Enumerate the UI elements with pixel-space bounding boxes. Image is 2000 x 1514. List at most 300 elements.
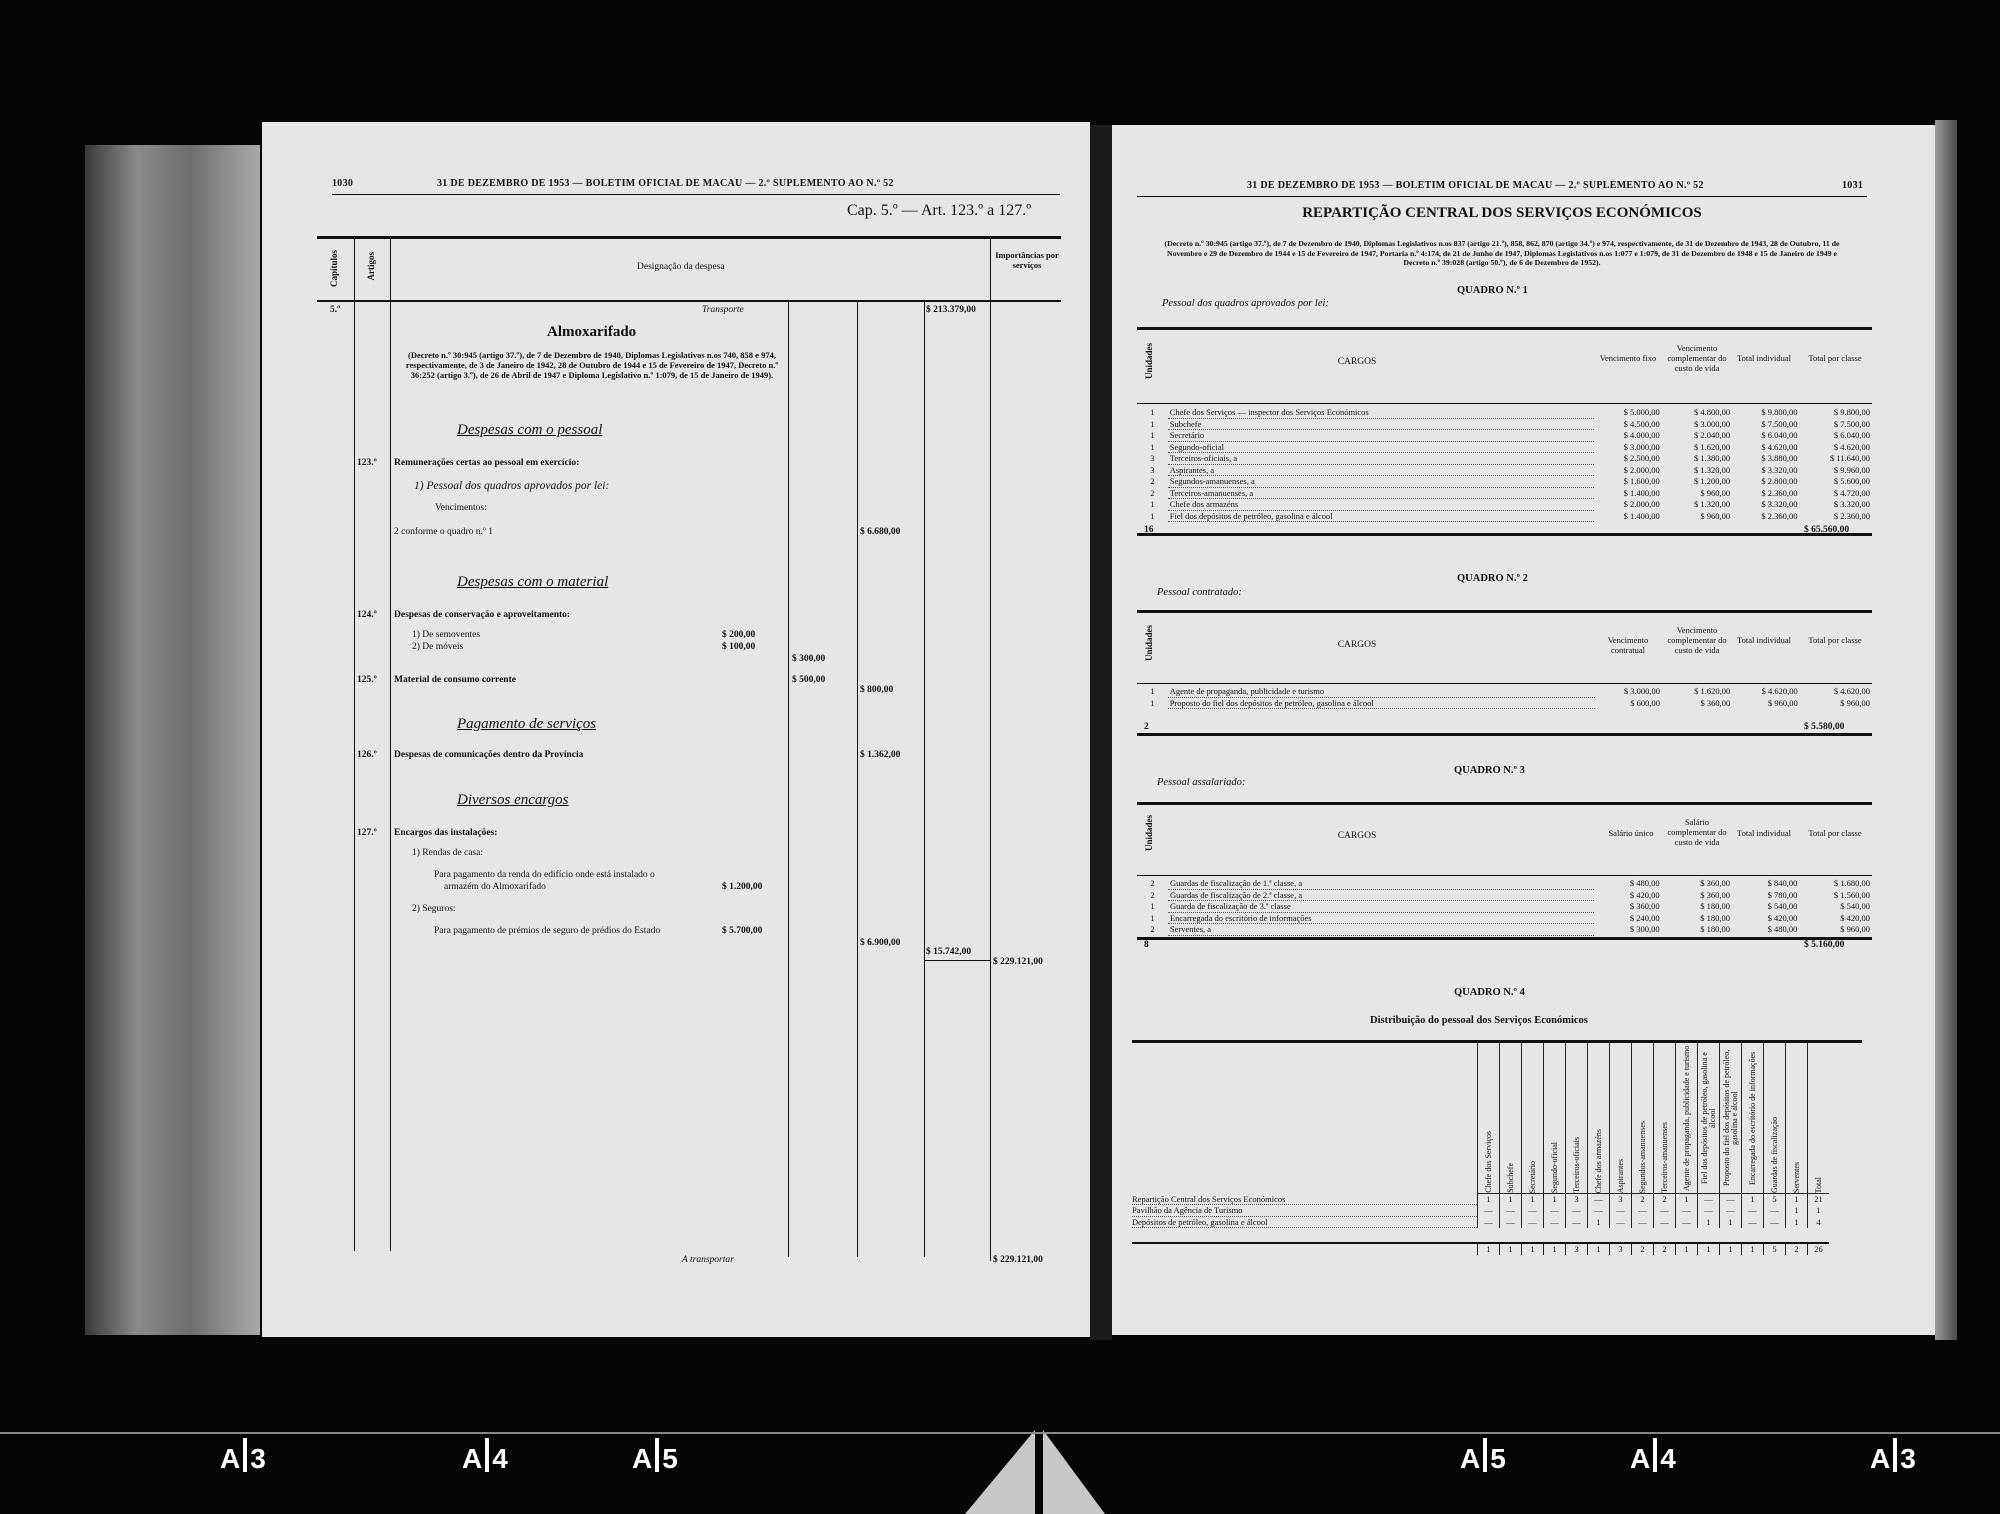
fold-triangle-decoration xyxy=(965,1430,1105,1514)
q4-col-label: Segundos-amanuenses xyxy=(1638,1120,1647,1193)
table-cell: — xyxy=(1698,1194,1720,1205)
table-cell: 2 xyxy=(1150,889,1155,900)
table-cell: $ 240,00 xyxy=(1629,912,1660,923)
section-total: $ 15.742,00 xyxy=(926,947,972,957)
table-cell: 1 xyxy=(1588,1216,1610,1228)
table-cell: $ 1.620,00 xyxy=(1694,686,1731,697)
table-cell: $ 2.000,00 xyxy=(1623,464,1660,475)
q2-h-fixo: Vencimento contratual xyxy=(1607,635,1649,655)
table-cell: 1 xyxy=(1150,430,1155,440)
heading-servicos: Pagamento de serviços xyxy=(457,716,597,732)
table-cell: 2 xyxy=(1654,1243,1676,1255)
table-cell: $ 4.500,00 xyxy=(1623,418,1660,429)
q1-h-compl: Vencimento complementar do custo de vida xyxy=(1667,343,1727,373)
table-cell: 2 xyxy=(1150,878,1155,889)
q3-h-ind: Total individual xyxy=(1737,828,1791,838)
table-row xyxy=(1137,889,1872,901)
quadro1-table xyxy=(1137,407,1872,522)
table-cell: 1 xyxy=(1150,686,1155,697)
q4-col-header xyxy=(1478,1043,1500,1194)
q4-col-label: Fiel dos depósitos de petróleo, gasolina e álcool xyxy=(1699,1052,1717,1184)
table-cell: $ 420,00 xyxy=(1629,889,1660,900)
art127-no: 127.º xyxy=(357,828,377,838)
table-cell: Secretário xyxy=(1168,430,1595,442)
table-cell: Aspirantes, a xyxy=(1168,464,1595,476)
totals-row xyxy=(1132,1243,1829,1255)
q2-top xyxy=(1137,610,1872,613)
art124-a-value: $ 200,00 xyxy=(722,630,756,640)
q4-col-label: Segundo-oficial xyxy=(1550,1141,1559,1193)
table-cell: 1 xyxy=(1698,1243,1720,1255)
table-cell: $ 180,00 xyxy=(1700,924,1730,934)
table-cell: $ 1.560,00 xyxy=(1833,889,1870,900)
q1-h-ind: Total individual xyxy=(1737,353,1791,363)
table-cell: 26 xyxy=(1808,1243,1830,1255)
table-cell: $ 3.000,00 xyxy=(1623,686,1660,697)
table-cell: $ 1.320,00 xyxy=(1693,499,1731,509)
table-cell: $ 960,00 xyxy=(1700,487,1731,498)
table-cell: — xyxy=(1698,1205,1720,1217)
table-cell: — xyxy=(1566,1205,1588,1217)
table-cell: 2 xyxy=(1632,1194,1654,1205)
table-cell: 3 xyxy=(1610,1243,1632,1255)
art127-sub1-value: $ 1.200,00 xyxy=(722,882,763,892)
col-designacao: Designação da despesa xyxy=(637,262,725,272)
table-cell: $ 360,00 xyxy=(1700,878,1730,889)
table-cell: Guardas de fiscalização de 1.ª classe, a xyxy=(1168,878,1594,889)
art127-sub2-text: Para pagamento de prémios de seguro de prédios do Estado xyxy=(434,926,661,936)
art124-total: $ 300,00 xyxy=(792,654,826,664)
table-cell: — xyxy=(1566,1216,1588,1228)
table-cell: — xyxy=(1544,1205,1566,1217)
art127-total: $ 6.900,00 xyxy=(860,938,901,948)
table-cell: $ 420,00 xyxy=(1767,912,1798,923)
art123-sub1: 1) Pessoal dos quadros aprovados por lei: xyxy=(414,480,610,492)
art127-sub1-text1: Para pagamento da renda do edifício onde está instalado o xyxy=(434,870,655,880)
art123-no: 123.º xyxy=(357,458,377,468)
right-page-number: 1031 xyxy=(1842,180,1864,191)
table-cell: 1 xyxy=(1500,1243,1522,1255)
table-cell: 2 xyxy=(1786,1243,1808,1255)
table-row xyxy=(1137,464,1872,476)
table-cell: 1 xyxy=(1150,441,1155,452)
table-cell: $ 4.620,00 xyxy=(1833,441,1870,452)
table-cell: — xyxy=(1544,1216,1566,1228)
table-cell: $ 4.620,00 xyxy=(1761,441,1798,452)
q4-col-header xyxy=(1500,1043,1522,1194)
left-decree-note: (Decreto n.º 30:945 (artigo 37.º), de 7 de Dezembro de 1940, Diplomas Legislativos n.os 740, 858 e 974, respectivamente, de 3 de Janeiro de 1942, 28 de Outubro de 1944 e 15 de Fevereiro de 1947, Decreto n.º 36:252 (artigo 3.º), de 26 de Abril de 1947 e Diploma Legislativo n.º 1:079, de 15 de Janeiro de 1949). xyxy=(405,350,779,380)
quadro3-caption: Pessoal assalariado: xyxy=(1157,777,1246,788)
table-cell: — xyxy=(1610,1216,1632,1228)
table-cell: Segundos-amanuenses, a xyxy=(1168,476,1595,488)
table-cell: — xyxy=(1500,1216,1522,1228)
left-page-number: 1030 xyxy=(332,178,354,189)
art123-value: $ 6.680,00 xyxy=(860,527,901,537)
q4-totals-label xyxy=(1132,1243,1478,1255)
q3-head xyxy=(1137,875,1872,876)
table-cell: 2 xyxy=(1150,924,1155,934)
quadro3-table xyxy=(1137,878,1872,936)
table-cell: $ 9.960,00 xyxy=(1833,464,1870,475)
table-cell: 1 xyxy=(1786,1205,1808,1217)
table-cell: $ 1.380,00 xyxy=(1693,453,1731,463)
table-cell: 4 xyxy=(1808,1216,1830,1228)
table-row xyxy=(1132,1205,1829,1217)
q3-bottom xyxy=(1137,937,1872,940)
table-cell: 1 xyxy=(1150,499,1155,509)
table-cell: 2 xyxy=(1632,1243,1654,1255)
q4-col-header xyxy=(1764,1043,1786,1194)
table-cell: — xyxy=(1500,1205,1522,1217)
art126-value: $ 1.362,00 xyxy=(860,750,901,760)
film-marker-a4-right: A 4 xyxy=(1630,1438,1676,1475)
table-cell: $ 2.360,00 xyxy=(1761,487,1798,498)
heading-material: Despesas com o material xyxy=(457,574,609,590)
table-row xyxy=(1137,697,1872,709)
table-cell: 3 xyxy=(1610,1194,1632,1205)
table-cell: Subchefe xyxy=(1168,418,1595,430)
table-cell: 3 xyxy=(1566,1243,1588,1255)
table-cell: Fiel dos depósitos de petróleo, gasolina e álcool xyxy=(1168,510,1595,522)
col-capitulos: Capítulos xyxy=(329,250,339,288)
q4-col-header xyxy=(1654,1043,1676,1194)
table-cell: 1 xyxy=(1742,1243,1764,1255)
table-cell: $ 2.800,00 xyxy=(1761,476,1798,486)
table-cell: 3 xyxy=(1150,453,1155,463)
table-cell: Chefe dos armazéns xyxy=(1168,499,1595,511)
q4-col-header xyxy=(1588,1043,1610,1194)
table-cell: $ 360,00 xyxy=(1700,697,1731,708)
q4-col-header xyxy=(1808,1043,1830,1194)
table-cell: $ 3.000,00 xyxy=(1693,418,1731,429)
heading-pessoal: Despesas com o pessoal xyxy=(457,422,603,438)
table-cell: $ 960,00 xyxy=(1840,697,1870,708)
a-transportar-label: A transportar xyxy=(682,1255,734,1265)
art123-text: Remunerações certas ao pessoal em exercício: xyxy=(394,458,580,468)
q4-col-label: Guardas de fiscalização xyxy=(1770,1117,1779,1193)
table-cell: $ 1.600,00 xyxy=(1623,476,1660,486)
quadro1-label: QUADRO N.º 1 xyxy=(1457,285,1528,296)
table-cell: 5 xyxy=(1764,1194,1786,1205)
left-page xyxy=(262,122,1090,1337)
table-cell: 21 xyxy=(1808,1194,1830,1205)
book-edge-right xyxy=(1935,120,1957,1340)
table-cell: $ 5.000,00 xyxy=(1623,407,1660,418)
table-cell: — xyxy=(1720,1205,1742,1217)
table-cell: $ 4.000,00 xyxy=(1623,430,1660,440)
table-row xyxy=(1132,1194,1829,1205)
q1-total-units: 16 xyxy=(1144,525,1154,535)
q4-col-header xyxy=(1632,1043,1654,1194)
table-cell: — xyxy=(1478,1205,1500,1217)
q4-col-header xyxy=(1544,1043,1566,1194)
table-header-rule xyxy=(317,300,1061,302)
table-cell: $ 9.800,00 xyxy=(1833,407,1870,418)
table-row xyxy=(1137,430,1872,442)
q4-row-label: Repartição Central dos Serviços Económicos xyxy=(1132,1194,1478,1205)
q1-head xyxy=(1137,403,1872,404)
art124-b: 2) De móveis xyxy=(412,642,464,652)
table-cell: Guarda de fiscalização de 3.ª classe xyxy=(1168,901,1594,913)
film-marker-a3-right: A 3 xyxy=(1870,1438,1916,1475)
q2-bottom xyxy=(1137,733,1872,736)
table-row xyxy=(1137,476,1872,488)
table-cell: 1 xyxy=(1676,1194,1698,1205)
art125-text: Material de consumo corrente xyxy=(394,675,516,685)
table-cell: $ 180,00 xyxy=(1700,912,1730,923)
table-cell: Encarregada do escritório de informações xyxy=(1168,912,1594,924)
table-cell: $ 1.400,00 xyxy=(1623,487,1660,498)
right-header-rule xyxy=(1137,196,1867,197)
q1-top xyxy=(1137,327,1872,330)
table-cell: $ 3.320,00 xyxy=(1833,499,1870,509)
q1-bottom xyxy=(1137,533,1872,536)
table-cell: $ 5.600,00 xyxy=(1833,476,1870,486)
table-row xyxy=(1137,418,1872,430)
table-cell: 1 xyxy=(1150,418,1155,429)
table-cell: 1 xyxy=(1478,1194,1500,1205)
table-cell: $ 7.500,00 xyxy=(1761,418,1798,429)
table-cell: $ 9.800,00 xyxy=(1761,407,1798,418)
art126-no: 126.º xyxy=(357,750,377,760)
art124-a: 1) De semoventes xyxy=(412,630,481,640)
table-cell: $ 4.720,00 xyxy=(1833,487,1870,498)
left-running-header: 31 DE DEZEMBRO DE 1953 — BOLETIM OFICIAL DE MACAU — 2.º SUPLEMENTO AO N.º 52 xyxy=(437,178,894,189)
table-cell: 1 xyxy=(1522,1243,1544,1255)
q4-col-header xyxy=(1522,1043,1544,1194)
q3-h-fixo: Salário único xyxy=(1608,828,1654,838)
table-cell: $ 840,00 xyxy=(1767,878,1798,889)
table-row xyxy=(1137,453,1872,465)
table-cell: $ 300,00 xyxy=(1629,924,1660,934)
header-rule xyxy=(332,194,1060,195)
table-cell: 1 xyxy=(1698,1216,1720,1228)
q4-col-label: Aspirantes xyxy=(1616,1158,1625,1193)
table-cell: $ 960,00 xyxy=(1768,697,1798,708)
q2-h-classe: Total por classe xyxy=(1808,635,1862,645)
quadro1-caption: Pessoal dos quadros aprovados por lei: xyxy=(1162,298,1329,309)
table-cell: — xyxy=(1522,1205,1544,1217)
q3-total-value: $ 5.160,00 xyxy=(1804,940,1845,950)
col-artigos: Artigos xyxy=(366,252,376,281)
table-cell: $ 180,00 xyxy=(1700,901,1730,911)
table-row xyxy=(1137,441,1872,453)
table-cell: Agente de propaganda, publicidade e turismo xyxy=(1168,686,1595,697)
art127-text: Encargos das instalações: xyxy=(394,828,498,838)
table-row xyxy=(1137,686,1872,697)
art124-no: 124.º xyxy=(357,610,377,620)
q4-corner xyxy=(1132,1043,1478,1194)
q4-col-header xyxy=(1698,1043,1720,1194)
q4-col-label: Chefe dos armazéns xyxy=(1594,1128,1603,1193)
table-cell: $ 1.680,00 xyxy=(1833,878,1870,889)
table-cell: — xyxy=(1764,1205,1786,1217)
art127-sub2: 2) Seguros: xyxy=(412,904,456,914)
quadro2-label: QUADRO N.º 2 xyxy=(1457,573,1528,584)
table-cell: $ 4.800,00 xyxy=(1693,407,1731,418)
table-cell: Guardas de fiscalização de 2.ª classe, a xyxy=(1168,889,1594,901)
table-row xyxy=(1137,924,1872,936)
table-cell: 1 xyxy=(1544,1243,1566,1255)
q1-total-value: $ 65.560,00 xyxy=(1804,525,1850,535)
art123-venc: Vencimentos: xyxy=(435,503,487,513)
table-cell: $ 11.640,00 xyxy=(1829,453,1870,463)
table-cell: 1 xyxy=(1786,1216,1808,1228)
table-cell: $ 2.500,00 xyxy=(1623,453,1660,463)
vline-cap xyxy=(354,236,355,1251)
table-cell: 1 xyxy=(1720,1243,1742,1255)
table-cell: — xyxy=(1588,1194,1610,1205)
table-cell: $ 360,00 xyxy=(1700,889,1730,900)
section-title: Almoxarifado xyxy=(547,324,637,340)
table-row xyxy=(1137,901,1872,913)
q3-top xyxy=(1137,802,1872,805)
table-cell: $ 4.620,00 xyxy=(1761,686,1798,697)
quadro4-table xyxy=(1132,1043,1829,1255)
table-cell: — xyxy=(1654,1205,1676,1217)
table-cell: — xyxy=(1764,1216,1786,1228)
table-cell: $ 1.400,00 xyxy=(1623,510,1660,521)
table-row xyxy=(1132,1216,1829,1228)
q1-unidades: Unidades xyxy=(1144,343,1154,380)
q4-row-label: Depósitos de petróleo, gasolina e álcool xyxy=(1132,1216,1478,1228)
table-cell: 1 xyxy=(1150,912,1155,923)
q4-col-label: Agente de propaganda, publicidade e turismo xyxy=(1681,1045,1691,1191)
q4-col-header xyxy=(1720,1043,1742,1194)
table-cell: $ 2.000,00 xyxy=(1623,499,1660,509)
table-cell: $ 1.620,00 xyxy=(1693,441,1731,452)
q4-col-label: Encarregada do escritório de informações xyxy=(1747,1051,1757,1185)
table-cell: 1 xyxy=(1544,1194,1566,1205)
table-top-rule xyxy=(317,236,1061,239)
table-cell: 2 xyxy=(1150,476,1155,486)
table-row xyxy=(1137,407,1872,418)
art123-line: 2 conforme o quadro n.º 1 xyxy=(394,527,493,537)
table-cell: — xyxy=(1742,1205,1764,1217)
right-title: REPARTIÇÃO CENTRAL DOS SERVIÇOS ECONÓMICOS xyxy=(1302,205,1702,221)
art124-text: Despesas de conservação e aproveitamento: xyxy=(394,610,571,620)
q2-total-units: 2 xyxy=(1144,722,1149,732)
q4-col-header xyxy=(1786,1043,1808,1194)
table-cell: 1 xyxy=(1500,1194,1522,1205)
strip-rule xyxy=(0,1432,2000,1434)
table-cell: 1 xyxy=(1150,697,1155,708)
table-cell: — xyxy=(1478,1216,1500,1228)
table-row xyxy=(1137,912,1872,924)
table-cell: 1 xyxy=(1676,1243,1698,1255)
table-cell: 5 xyxy=(1764,1243,1786,1255)
table-cell: $ 1.200,00 xyxy=(1693,476,1731,486)
q1-h-fixo: Vencimento fixo xyxy=(1599,353,1657,363)
quadro4-title: Distribuição do pessoal dos Serviços Económicos xyxy=(1370,1015,1588,1026)
table-cell: $ 3.320,00 xyxy=(1761,464,1798,475)
table-cell: 3 xyxy=(1150,464,1155,475)
table-cell: $ 7.500,00 xyxy=(1833,418,1870,429)
table-cell: $ 4.620,00 xyxy=(1833,686,1870,697)
table-cell: 1 xyxy=(1742,1194,1764,1205)
q4-col-label: Terceiros-oficiais xyxy=(1572,1137,1581,1193)
table-row xyxy=(1137,878,1872,889)
q4-col-header xyxy=(1566,1043,1588,1194)
vline-art xyxy=(390,236,391,1251)
art127-sub2-value: $ 5.700,00 xyxy=(722,926,763,936)
grand-total: $ 229.121,00 xyxy=(993,957,1043,967)
table-cell: — xyxy=(1654,1216,1676,1228)
art126-text: Despesas de comunicações dentro da Província xyxy=(394,750,584,760)
table-cell: Terceiros-oficiais, a xyxy=(1168,453,1595,465)
table-cell: 1 xyxy=(1478,1243,1500,1255)
q4-row-label: Pavilhão da Agência de Turismo xyxy=(1132,1205,1478,1217)
table-cell: $ 480,00 xyxy=(1767,924,1798,934)
section-total-rule xyxy=(924,960,990,961)
table-cell: — xyxy=(1588,1205,1610,1217)
transporte-value: $ 213.379,00 xyxy=(926,305,976,315)
table-row xyxy=(1137,510,1872,522)
table-cell: $ 1.320,00 xyxy=(1693,464,1731,475)
table-cell: $ 540,00 xyxy=(1840,901,1870,911)
q2-total-value: $ 5.580,00 xyxy=(1804,722,1845,732)
table-cell: 1 xyxy=(1720,1216,1742,1228)
q3-h-cargos: CARGOS xyxy=(1337,831,1377,841)
table-cell: 2 xyxy=(1150,487,1155,498)
q4-col-label: Chefe dos Serviços xyxy=(1484,1131,1493,1193)
chapter-no: 5.º xyxy=(330,305,341,315)
vline-c3 xyxy=(924,302,925,1257)
material-total: $ 800,00 xyxy=(860,685,894,695)
table-cell: — xyxy=(1522,1216,1544,1228)
q1-h-cargos: CARGOS xyxy=(1337,357,1377,367)
q3-total-units: 8 xyxy=(1144,940,1149,950)
q4-col-header xyxy=(1610,1043,1632,1194)
book-edge-left xyxy=(85,145,260,1335)
q4-spacer xyxy=(1132,1228,1829,1244)
table-cell: $ 6.040,00 xyxy=(1833,430,1870,440)
table-cell: 1 xyxy=(1808,1205,1830,1217)
right-running-header: 31 DE DEZEMBRO DE 1953 — BOLETIM OFICIAL DE MACAU — 2.º SUPLEMENTO AO N.º 52 xyxy=(1247,180,1704,191)
art125-value: $ 500,00 xyxy=(792,675,826,685)
chapter-ref: Cap. 5.º — Art. 123.º a 127.º xyxy=(847,202,1032,219)
film-marker-a5-right: A 5 xyxy=(1460,1438,1506,1475)
q4-col-header xyxy=(1742,1043,1764,1194)
book-gutter xyxy=(1090,125,1112,1340)
q2-h-cargos: CARGOS xyxy=(1337,640,1377,650)
table-cell: $ 540,00 xyxy=(1767,901,1798,911)
q3-unidades: Unidades xyxy=(1144,815,1154,852)
q4-col-label: Serventes xyxy=(1792,1161,1801,1193)
table-cell: $ 600,00 xyxy=(1630,697,1660,708)
film-marker-a4-left: A 4 xyxy=(462,1438,508,1475)
table-row xyxy=(1137,499,1872,511)
table-cell: — xyxy=(1632,1205,1654,1217)
table-cell: $ 960,00 xyxy=(1840,924,1870,934)
quadro4-label: QUADRO N.º 4 xyxy=(1454,987,1525,998)
table-cell: 1 xyxy=(1150,407,1155,418)
col-importancias: Importâncias por serviços xyxy=(995,250,1059,270)
film-marker-a5-left: A 5 xyxy=(632,1438,678,1475)
q2-head xyxy=(1137,683,1872,684)
film-marker-a3-left: A 3 xyxy=(220,1438,266,1475)
table-cell: $ 3.880,00 xyxy=(1761,453,1798,463)
table-cell: $ 480,00 xyxy=(1629,878,1660,889)
q4-col-label: Terceiros-amanuenses xyxy=(1660,1122,1669,1193)
table-cell: $ 2.360,00 xyxy=(1761,510,1798,521)
table-cell: — xyxy=(1720,1194,1742,1205)
table-cell: $ 2.360,00 xyxy=(1833,510,1870,521)
table-cell: 1 xyxy=(1150,510,1155,521)
vline-c1 xyxy=(788,302,789,1257)
table-cell: — xyxy=(1610,1205,1632,1217)
quadro3-label: QUADRO N.º 3 xyxy=(1454,765,1525,776)
